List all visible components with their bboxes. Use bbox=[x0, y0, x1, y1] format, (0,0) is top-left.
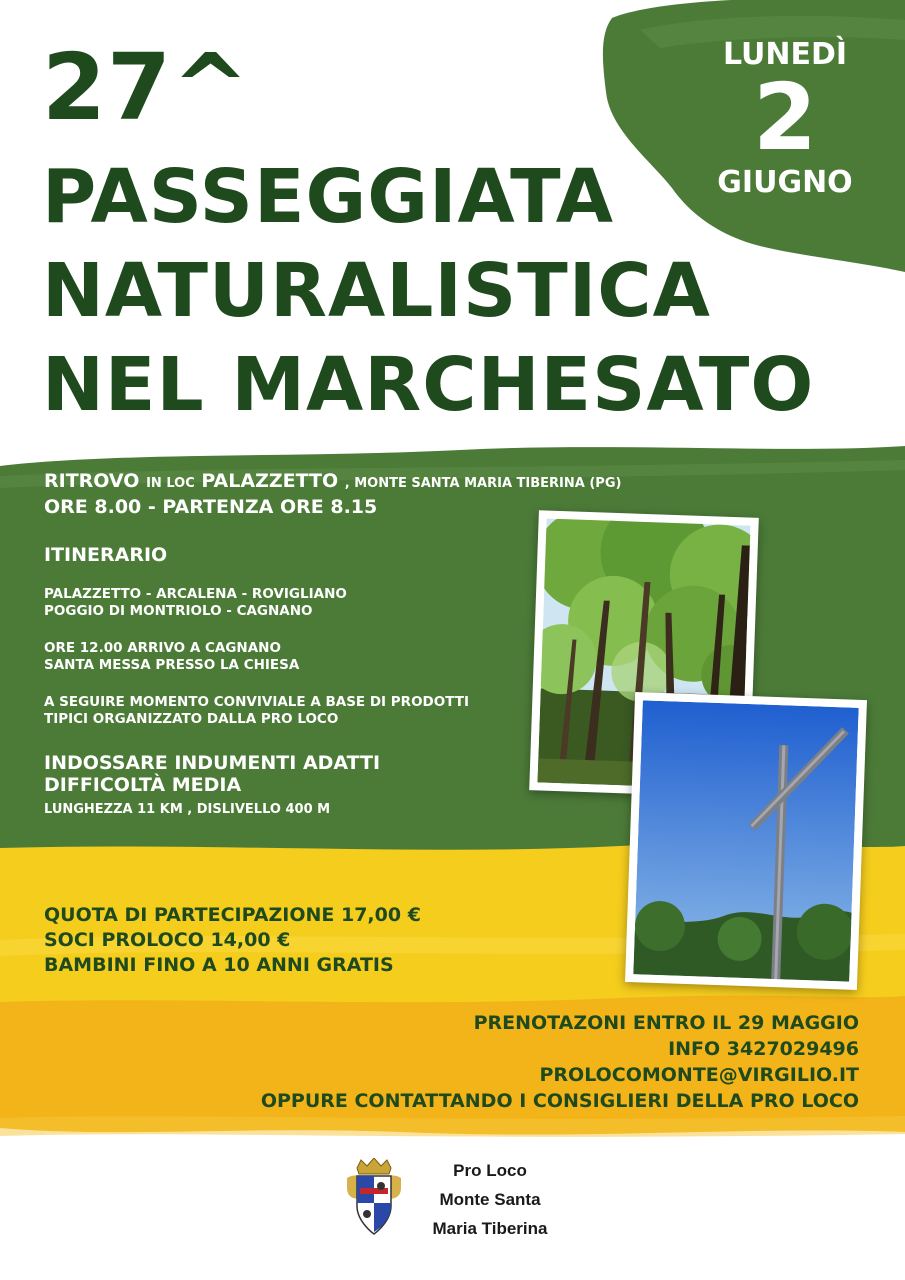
alternative-contact: OPPURE CONTATTANDO I CONSIGLIERI DELLA PRO LOCO bbox=[260, 1090, 859, 1112]
members-fee-line: SOCI PROLOCO 14,00 € bbox=[44, 929, 291, 951]
clothing-note: INDOSSARE INDUMENTI ADATTI bbox=[44, 752, 381, 774]
route-line-1: PALAZZETTO - ARCALENA - ROVIGLIANO bbox=[44, 586, 347, 602]
route-line-2: POGGIO DI MONTRIOLO - CAGNANO bbox=[44, 603, 313, 619]
arrival-line-2: SANTA MESSA PRESSO LA CHIESA bbox=[44, 657, 300, 673]
children-fee-line: BAMBINI FINO A 10 ANNI GRATIS bbox=[44, 954, 394, 976]
fee-line: QUOTA DI PARTECIPAZIONE 17,00 € bbox=[44, 904, 421, 926]
booking-date: 29 MAGGIO bbox=[737, 1012, 859, 1034]
email-address: PROLOCOMONTE@VIRGILIO.IT bbox=[539, 1064, 859, 1086]
arrival-line-1: ORE 12.00 ARRIVO A CAGNANO bbox=[44, 640, 281, 656]
itinerary-after bbox=[44, 694, 469, 728]
booking-line bbox=[261, 1010, 859, 1036]
title-line-1: PASSEGGIATA bbox=[42, 154, 615, 240]
meeting-place: PALAZZETTO bbox=[201, 470, 339, 492]
contacts-block bbox=[261, 1010, 859, 1114]
organizer-line-2: Monte Santa bbox=[439, 1190, 541, 1209]
organizer-name bbox=[395, 1156, 585, 1243]
organizer-line-3: Maria Tiberina bbox=[432, 1219, 548, 1238]
difficulty-note: DIFFICOLTÀ MEDIA bbox=[44, 774, 242, 796]
after-line-2: TIPICI ORGANIZZATO DALLA PRO LOCO bbox=[44, 711, 339, 727]
date-weekday: LUNEDÌ bbox=[722, 37, 848, 72]
title-line-2: NATURALISTICA bbox=[42, 248, 711, 334]
in-loc-label: IN LOC bbox=[146, 476, 195, 491]
title-line-3: NEL MARCHESATO bbox=[42, 342, 815, 428]
phone-number: 3427029496 bbox=[726, 1038, 859, 1060]
itinerary-route bbox=[44, 586, 347, 620]
meeting-times: ORE 8.00 - PARTENZA ORE 8.15 bbox=[44, 496, 378, 518]
meeting-town: , MONTE SANTA MARIA TIBERINA (PG) bbox=[344, 476, 622, 491]
booking-prefix: PRENOTAZONI ENTRO IL bbox=[473, 1012, 732, 1034]
pricing-block bbox=[44, 903, 421, 978]
organizer-line-1: Pro Loco bbox=[453, 1161, 527, 1180]
itinerary-arrival bbox=[44, 640, 299, 674]
date-day: 2 bbox=[752, 64, 817, 171]
cross-image bbox=[633, 700, 858, 981]
info-line bbox=[261, 1036, 859, 1062]
length-note: LUNGHEZZA 11 KM , DISLIVELLO 400 M bbox=[44, 802, 331, 817]
walk-details bbox=[44, 752, 380, 796]
date-month: GIUGNO bbox=[717, 165, 853, 200]
edition-number: 27^ bbox=[42, 34, 251, 141]
meeting-point bbox=[44, 470, 621, 492]
after-line-1: A SEGUIRE MOMENTO CONVIVIALE A BASE DI PRODOTTI bbox=[44, 694, 469, 710]
cross-photo bbox=[625, 692, 867, 990]
ritrovo-label: RITROVO bbox=[44, 470, 140, 492]
info-prefix: INFO bbox=[668, 1038, 721, 1060]
itinerary-heading: ITINERARIO bbox=[44, 544, 168, 566]
